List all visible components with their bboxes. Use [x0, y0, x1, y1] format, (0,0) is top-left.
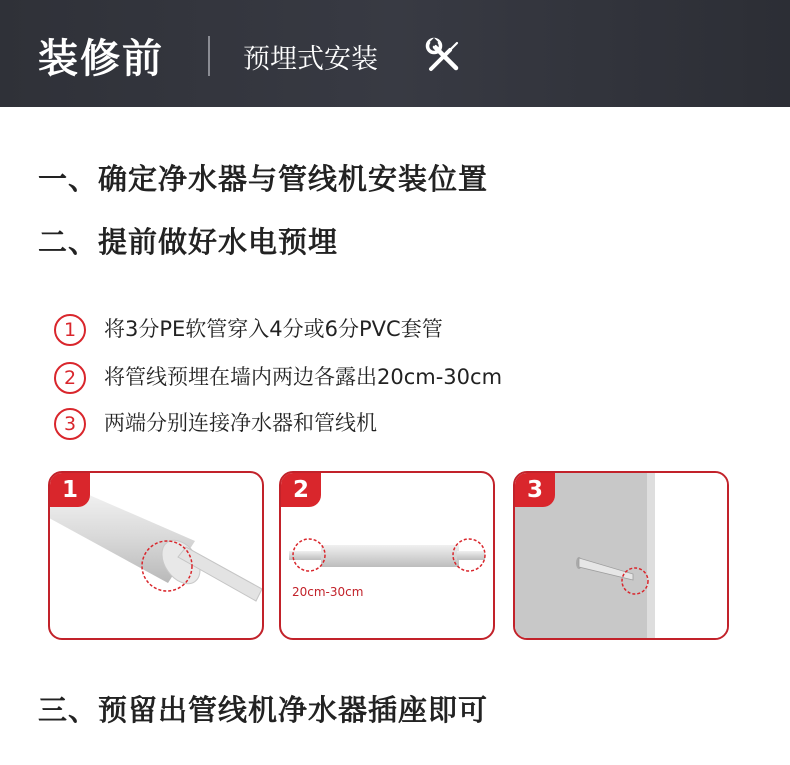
illustration-panel-2	[279, 471, 495, 640]
panel-badge-3: 3	[515, 473, 555, 507]
circled-number-3: 3	[54, 408, 86, 440]
length-label: 20cm-30cm	[292, 585, 364, 599]
panel-badge-2: 2	[281, 473, 321, 507]
header-subtitle: 预埋式安装	[243, 44, 378, 75]
header-banner	[0, 0, 790, 107]
circled-number-2: 2	[54, 362, 86, 394]
tools-icon	[424, 36, 464, 76]
illustration-panel-1	[48, 471, 264, 640]
instruction-text-2: 将管线预埋在墙内两边各露出20cm-30cm	[104, 365, 503, 389]
step-one-title: 一、确定净水器与管线机安装位置	[38, 162, 489, 196]
step-three-title: 三、预留出管线机净水器插座即可	[38, 693, 489, 727]
instruction-text-3: 两端分别连接净水器和管线机	[104, 411, 377, 435]
step-two-title: 二、提前做好水电预埋	[38, 225, 339, 259]
circled-number-1: 1	[54, 314, 86, 346]
header-divider	[208, 36, 210, 76]
instruction-text-1: 将3分PE软管穿入4分或6分PVC套管	[104, 317, 443, 341]
panel-badge-1: 1	[50, 473, 90, 507]
illustration-panel-3	[513, 471, 729, 640]
header-title: 装修前	[38, 36, 164, 82]
